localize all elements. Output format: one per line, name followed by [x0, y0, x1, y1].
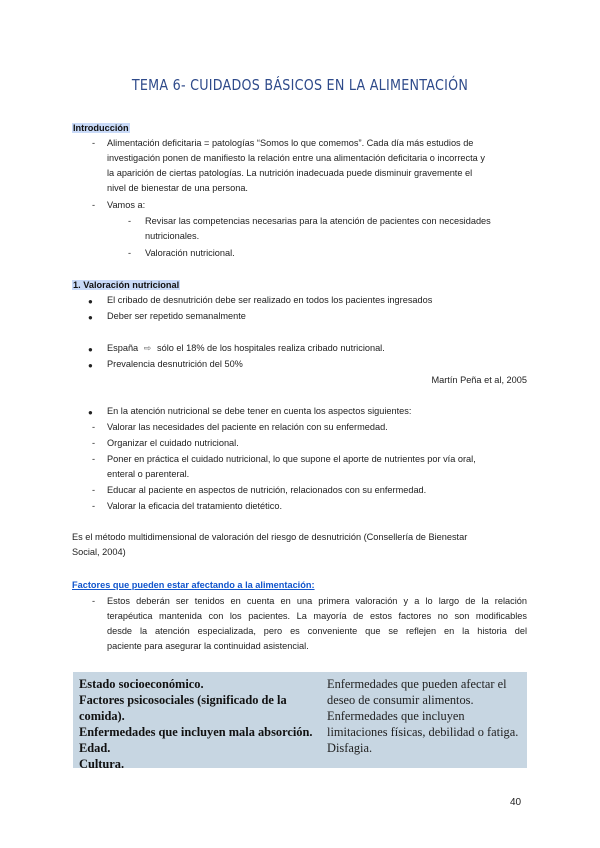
factor-item: Factores psicosociales (significado de la: [79, 693, 287, 707]
section1-heading: 1. Valoración nutricional: [73, 280, 180, 290]
spain-rest: sólo el 18% de los hospitales realiza cribado nutricional.: [157, 343, 385, 353]
bullet-dot: ●: [88, 361, 93, 370]
bullet-text: En la atención nutricional se debe tener en cuenta los aspectos siguientes:: [107, 406, 412, 416]
bullet-dot: ●: [88, 297, 93, 306]
factor-item: limitaciones físicas, debilidad o fatiga.: [327, 725, 519, 739]
dash-marker: -: [92, 454, 96, 464]
bullet-dot: ●: [88, 313, 93, 322]
bullet-dot: ●: [88, 345, 93, 354]
dash-marker: -: [128, 216, 132, 226]
sub-line: Revisar las competencias necesarias para la atención de pacientes con necesidades: [145, 216, 491, 226]
factors-line: desde la atención especializada, pero es conveniente que se reflejen en la historia del: [107, 626, 527, 636]
citation: Martín Peña et al, 2005: [431, 375, 527, 385]
factors-table: [73, 672, 527, 771]
factor-item: Enfermedades que pueden afectar el: [327, 677, 507, 691]
intro-line: investigación ponen de manifiesto la relación entre una alimentación deficitaria o incorrecta y: [107, 153, 485, 163]
spain-label: España: [107, 343, 139, 353]
factors-left-column: [79, 676, 319, 772]
arrow-icon: ⇨: [143, 343, 152, 353]
sub-line: nutricionales.: [145, 231, 200, 241]
dash-item-continued: enteral o parenteral.: [107, 469, 190, 479]
page-number: 40: [510, 797, 522, 808]
prevalence-text: Prevalencia desnutrición del 50%: [107, 359, 243, 369]
spain-line: [107, 341, 385, 356]
page-title: TEMA 6- CUIDADOS BÁSICOS EN LA ALIMENTACIÓN: [131, 76, 469, 94]
bullet-text: Deber ser repetido semanalmente: [107, 311, 246, 321]
dash-marker: -: [92, 438, 96, 448]
dash-item: Educar al paciente en aspectos de nutrición, relacionados con su enfermedad.: [107, 485, 427, 495]
factors-right-column: [327, 676, 527, 756]
intro-heading: Introducción: [73, 123, 129, 133]
dash-item: Poner en práctica el cuidado nutricional, lo que supone el aporte de nutrientes por vía oral,: [107, 454, 476, 464]
factor-item: comida).: [79, 709, 125, 723]
dash-item: Organizar el cuidado nutricional.: [107, 438, 239, 448]
bullet-text: El cribado de desnutrición debe ser realizado en todos los pacientes ingresados: [107, 295, 433, 305]
dash-marker: -: [128, 248, 132, 258]
factors-line: Estos deberán ser tenidos en cuenta en una primera valoración y a lo largo de la relación: [107, 596, 527, 606]
vamos-text: Vamos a:: [107, 200, 146, 210]
factor-item: Disfagia.: [327, 741, 373, 755]
factor-item: deseo de consumir alimentos.: [327, 693, 474, 707]
dash-item: Valorar las necesidades del paciente en relación con su enfermedad.: [107, 422, 388, 432]
dash-marker: -: [92, 501, 96, 511]
method-paragraph: [72, 530, 532, 560]
factors-link[interactable]: Factores que pueden estar afectando a la alimentación:: [72, 580, 315, 590]
factors-heading[interactable]: [72, 578, 315, 593]
dash-marker: -: [92, 138, 96, 148]
bullet-dot: ●: [88, 408, 93, 417]
intro-paragraph: [107, 136, 527, 196]
dash-marker: -: [92, 596, 96, 606]
dash-item: Valorar la eficacia del tratamiento dietético.: [107, 501, 282, 511]
factor-item: Estado socioeconómico.: [79, 677, 204, 691]
dash-marker: -: [92, 422, 96, 432]
dash-marker: -: [92, 200, 96, 210]
intro-line: nivel de bienestar de una persona.: [107, 183, 248, 193]
method-line: Es el método multidimensional de valoración del riesgo de desnutrición (Consellería de Bienestar: [72, 532, 468, 542]
dash-marker: -: [92, 485, 96, 495]
sub-item-valoracion: Valoración nutricional.: [145, 248, 235, 258]
factor-item: Enfermedades que incluyen mala absorción.: [79, 725, 313, 739]
factors-line: terapéutica mantenida con los pacientes. La mayoría de estos factores no son modificables: [107, 611, 527, 621]
factor-item: Enfermedades que incluyen: [327, 709, 465, 723]
factor-item: Edad.: [79, 741, 111, 755]
intro-line: Alimentación deficitaria = patologías “Somos lo que comemos”. Cada día más estudios de: [107, 138, 474, 148]
factors-line: paciente para asegurar la continuidad asistencial.: [107, 641, 309, 651]
sub-item-competencias: [145, 214, 530, 244]
factors-paragraph: [107, 594, 527, 654]
factor-item: Cultura.: [79, 757, 125, 771]
method-line: Social, 2004): [72, 547, 126, 557]
intro-line: la aparición de ciertas patologías. La nutrición inadecuada puede disminuir gravemente el: [107, 168, 473, 178]
